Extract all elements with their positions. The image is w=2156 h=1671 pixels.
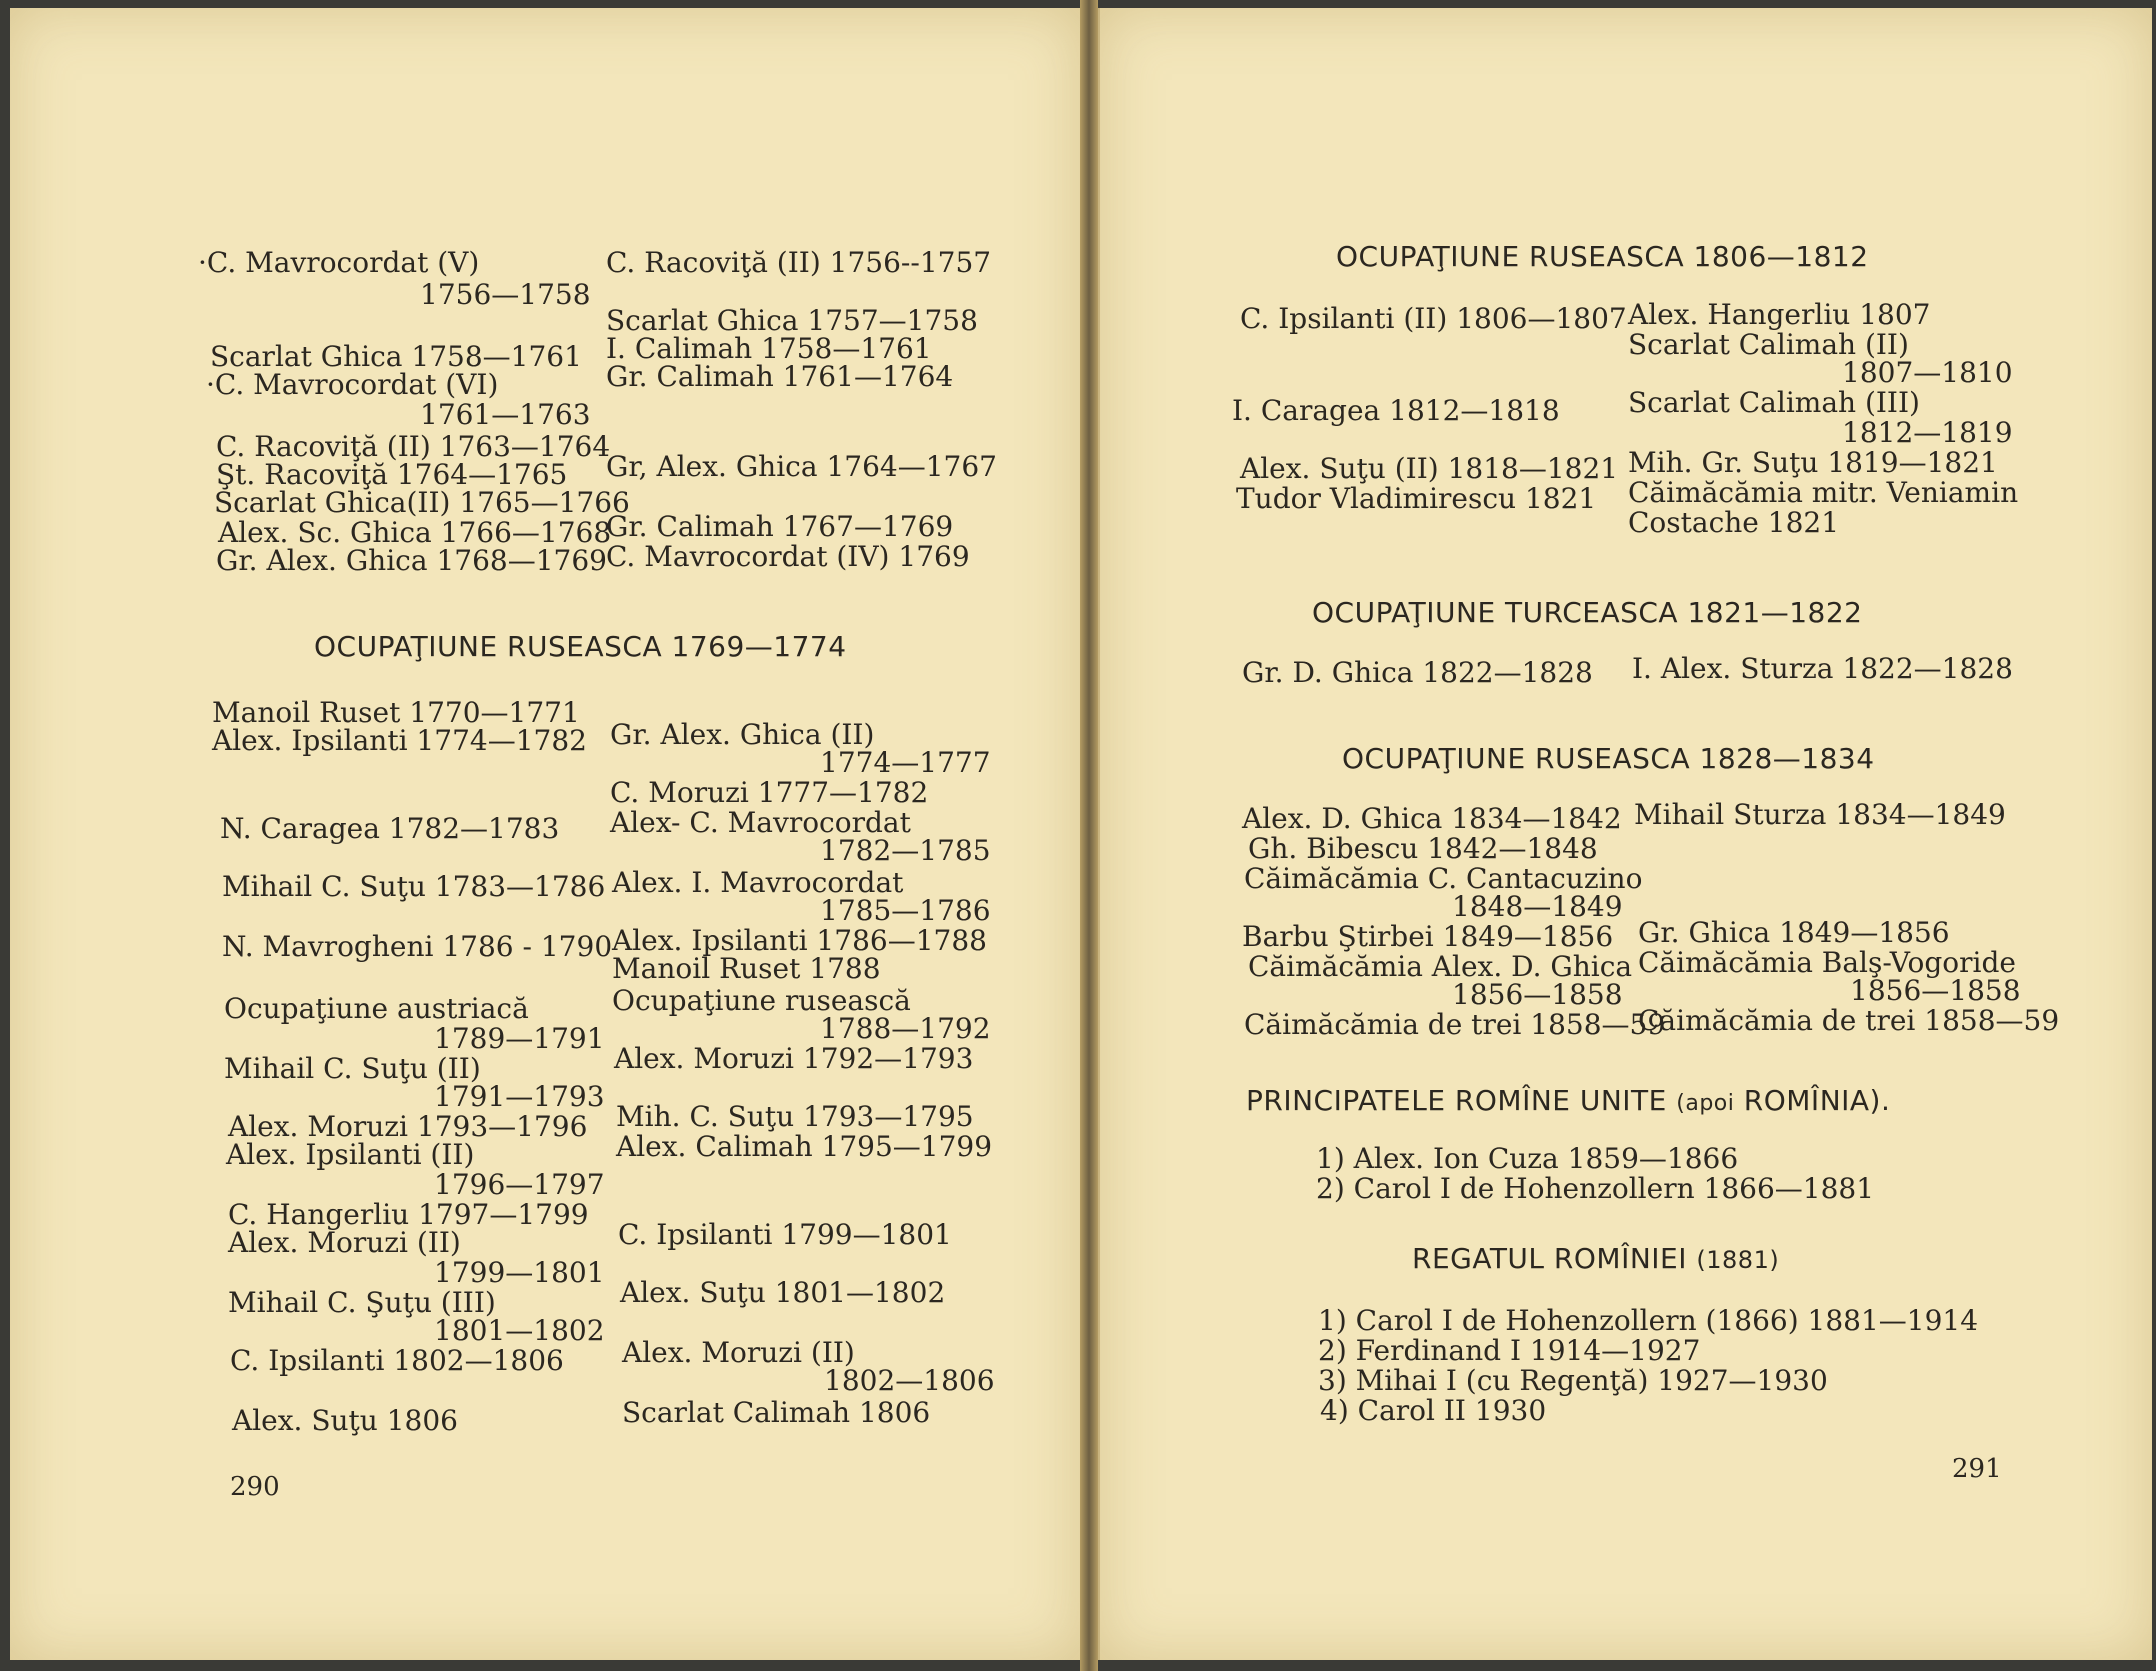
entry-years: 1785—1786 [820, 894, 991, 927]
entry: Mihail C. Suţu 1783—1786 [222, 870, 606, 903]
entry-years: 1756—1758 [420, 278, 591, 311]
entry-years: 1799—1801 [434, 1256, 605, 1289]
left-page [10, 8, 1082, 1660]
entry: Gr. Ghica 1849—1856 [1638, 916, 1950, 949]
entry: Gr. Calimah 1767—1769 [606, 510, 954, 543]
section-heading: OCUPAŢIUNE RUSEASCA 1769—1774 [314, 630, 847, 663]
entry: Gr, Alex. Ghica 1764—1767 [606, 450, 997, 483]
entry: Mihail Sturza 1834—1849 [1634, 798, 2006, 831]
entry: C. Hangerliu 1797—1799 [228, 1198, 589, 1231]
entry-years: 1761—1763 [420, 398, 591, 431]
entry: Gh. Bibescu 1842—1848 [1248, 832, 1598, 865]
entry: Căimăcămia Balş-Vogoride [1638, 946, 2016, 979]
entry: Alex. Sc. Ghica 1766—1768 [218, 516, 612, 549]
entry: Căimăcămia C. Cantacuzino [1244, 862, 1643, 895]
entry: Mih. Gr. Suţu 1819—1821 [1628, 446, 1998, 479]
heading-small: (apoi [1676, 1091, 1735, 1116]
entry: I. Caragea 1812—1818 [1232, 394, 1560, 427]
entry-years: 1789—1791 [434, 1022, 605, 1055]
entry: C. Ipsilanti 1799—1801 [618, 1218, 952, 1251]
entry-years: 1807—1810 [1842, 356, 2013, 389]
entry-years: 1782—1785 [820, 834, 991, 867]
section-heading [1412, 1242, 1779, 1275]
list-item: 3) Mihai I (cu Regenţă) 1927—1930 [1318, 1364, 1828, 1397]
entry: Scarlat Calimah 1806 [622, 1396, 931, 1429]
entry: C. Ipsilanti 1802—1806 [230, 1344, 564, 1377]
entry: Ocupaţiune austriacă [224, 992, 529, 1025]
entry: C. Racoviţă (II) 1763—1764 [216, 430, 611, 463]
entry: I. Alex. Sturza 1822—1828 [1632, 652, 2013, 685]
entry: Tudor Vladimirescu 1821 [1236, 482, 1597, 515]
entry: Gr. D. Ghica 1822—1828 [1242, 656, 1593, 689]
entry-years: 1796—1797 [434, 1168, 605, 1201]
entry: Ocupaţiune rusească [612, 984, 911, 1017]
entry: C. Racoviţă (II) 1756--1757 [606, 246, 992, 279]
entry: C. Moruzi 1777—1782 [610, 776, 929, 809]
entry: Şt. Racoviţă 1764—1765 [216, 458, 568, 491]
entry: Costache 1821 [1628, 506, 1840, 539]
entry-years: 1856—1858 [1452, 978, 1623, 1011]
entry-years: 1791—1793 [434, 1080, 605, 1113]
entry: Mih. C. Suţu 1793—1795 [616, 1100, 974, 1133]
entry: Manoil Ruset 1770—1771 [212, 696, 580, 729]
section-heading [1246, 1084, 1890, 1117]
entry: Alex. Ipsilanti (II) [226, 1138, 475, 1171]
entry: Alex- C. Mavrocordat [610, 806, 911, 839]
entry: ·C. Mavrocordat (V) [198, 246, 480, 279]
entry: N. Caragea 1782—1783 [220, 812, 560, 845]
entry: Alex. Suţu 1801—1802 [620, 1276, 946, 1309]
entry: Barbu Ştirbei 1849—1856 [1242, 920, 1614, 953]
entry: Căimăcămia de trei 1858—59 [1638, 1004, 2060, 1037]
entry-years: 1802—1806 [824, 1364, 995, 1397]
entry: Mihail C. Şuţu (III) [228, 1286, 496, 1319]
entry: Alex. Suţu 1806 [232, 1404, 458, 1437]
entry: C. Mavrocordat (IV) 1769 [606, 540, 970, 573]
entry: I. Calimah 1758—1761 [606, 332, 932, 365]
entry-years: 1788—1792 [820, 1012, 991, 1045]
entry: Alex. Moruzi (II) [228, 1226, 461, 1259]
entry: Alex. Ipsilanti 1774—1782 [212, 724, 587, 757]
book-gutter [1080, 0, 1098, 1671]
entry-years: 1856—1858 [1850, 974, 2021, 1007]
entry: Scarlat Ghica 1758—1761 [210, 340, 582, 373]
list-item: 1) Carol I de Hohenzollern (1866) 1881—1914 [1318, 1304, 1979, 1337]
entry-years: 1774—1777 [820, 746, 991, 779]
list-item: 2) Carol I de Hohenzollern 1866—1881 [1316, 1172, 1875, 1205]
list-item: 1) Alex. Ion Cuza 1859—1866 [1316, 1142, 1739, 1175]
entry: Gr. Alex. Ghica 1768—1769 [216, 544, 607, 577]
entry: Scarlat Calimah (III) [1628, 386, 1920, 419]
list-item: 4) Carol II 1930 [1320, 1394, 1547, 1427]
heading-main: PRINCIPATELE ROMÎNE UNITE [1246, 1084, 1667, 1117]
entry: Alex. Moruzi 1793—1796 [228, 1110, 588, 1143]
entry: Gr. Calimah 1761—1764 [606, 360, 954, 393]
entry: Căimăcămia Alex. D. Ghica [1248, 950, 1633, 983]
page-number: 291 [1952, 1454, 2002, 1484]
entry: Căimăcămia de trei 1858—59 [1244, 1008, 1666, 1041]
entry: Alex. Calimah 1795—1799 [616, 1130, 993, 1163]
right-page [1098, 8, 2152, 1660]
entry: Scarlat Ghica(II) 1765—1766 [214, 486, 630, 519]
section-heading: OCUPAŢIUNE TURCEASCA 1821—1822 [1312, 596, 1863, 629]
entry: Alex. Ipsilanti 1786—1788 [612, 924, 987, 957]
heading-year: (1881) [1696, 1246, 1780, 1274]
list-item: 2) Ferdinand I 1914—1927 [1318, 1334, 1701, 1367]
entry: Alex. Moruzi (II) [622, 1336, 855, 1369]
entry: Alex. I. Mavrocordat [612, 866, 904, 899]
entry-years: 1848—1849 [1452, 890, 1623, 923]
entry: Gr. Alex. Ghica (II) [610, 718, 875, 751]
entry: Alex. Suţu (II) 1818—1821 [1240, 452, 1619, 485]
entry: Alex. Moruzi 1792—1793 [614, 1042, 974, 1075]
entry: N. Mavrogheni 1786 - 1790 [222, 930, 613, 963]
entry: Căimăcămia mitr. Veniamin [1628, 476, 2019, 509]
entry: Alex. D. Ghica 1834—1842 [1242, 802, 1622, 835]
entry: Manoil Ruset 1788 [612, 952, 881, 985]
entry: ·C. Mavrocordat (VI) [206, 368, 499, 401]
heading-end: ROMÎNIA). [1743, 1084, 1891, 1117]
page-number: 290 [230, 1472, 280, 1502]
section-heading: OCUPAŢIUNE RUSEASCA 1806—1812 [1336, 240, 1869, 273]
entry: Scarlat Ghica 1757—1758 [606, 304, 978, 337]
entry: Scarlat Calimah (II) [1628, 328, 1909, 361]
entry-years: 1801—1802 [434, 1314, 605, 1347]
heading-main: REGATUL ROMÎNIEI [1412, 1242, 1687, 1275]
entry-years: 1812—1819 [1842, 416, 2013, 449]
entry: Alex. Hangerliu 1807 [1628, 298, 1931, 331]
entry: C. Ipsilanti (II) 1806—1807 [1240, 302, 1627, 335]
section-heading: OCUPAŢIUNE RUSEASCA 1828—1834 [1342, 742, 1875, 775]
entry: Mihail C. Suţu (II) [224, 1052, 481, 1085]
